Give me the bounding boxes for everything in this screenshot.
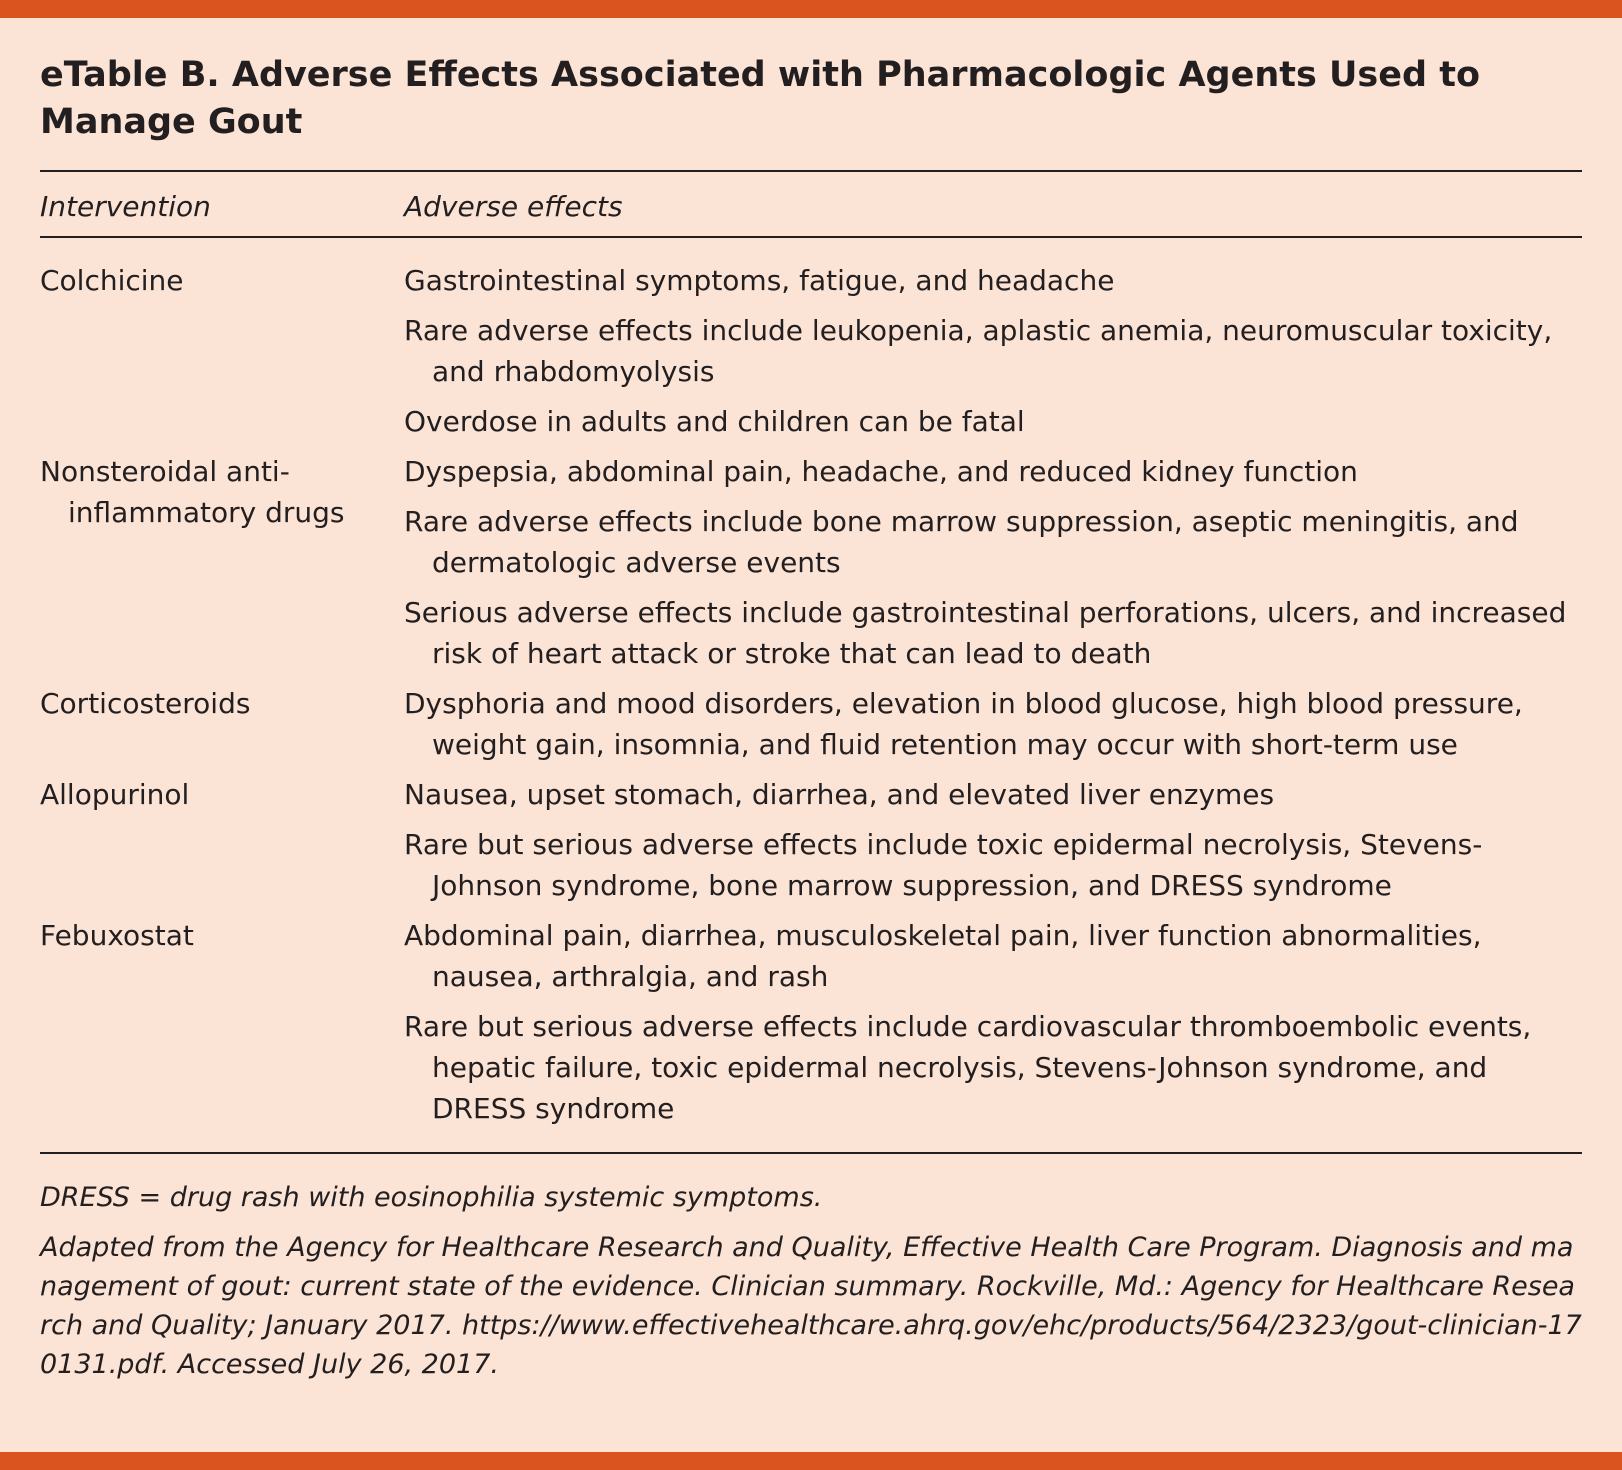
effects-cell [404, 683, 1582, 774]
table-row [40, 683, 1582, 774]
bottom-accent-bar [0, 1452, 1622, 1470]
table-title: eTable B. Adverse Effects Associated with Pharmacologic Agents Used to Manage Gout [40, 55, 1480, 142]
top-accent-bar [0, 0, 1622, 18]
table-footnotes [40, 1154, 1582, 1384]
intervention-cell: Nonsteroidal anti-inflammatory drugs [40, 455, 345, 529]
effect-item: Gastrointestinal symptoms, fatigue, and headache [404, 264, 1115, 297]
table-row [40, 451, 1582, 683]
effects-cell [404, 260, 1582, 451]
effects-cell [404, 915, 1582, 1138]
effect-item: Rare adverse effects include leukopenia, aplastic anemia, neuromuscular toxicity, and rhabdomyolysis [404, 314, 1553, 388]
etable [40, 52, 1582, 1395]
intervention-cell: Colchicine [40, 264, 184, 297]
table-row [40, 260, 1582, 451]
effect-item: Nausea, upset stomach, diarrhea, and elevated liver enzymes [404, 778, 1275, 811]
effects-cell [404, 451, 1582, 683]
intervention-cell: Allopurinol [40, 778, 190, 811]
source-note: Adapted from the Agency for Healthcare Research and Quality, Effective Health Care Program. Diagnosis and management of gout: current state of the evidence. Clinician summary. Rockville, Md.: Agency for Healthcare Research and Quality; January 2017. https://www.effectivehealthcare.ahrq.gov/ehc/products/564/2323/gout-clinician-170131.pdf. Accessed July 26, 2017. [40, 1232, 1582, 1380]
abbreviation-note: DRESS = drug rash with eosinophilia systemic symptoms. [40, 1182, 823, 1213]
effect-item: Rare adverse effects include bone marrow suppression, aseptic meningitis, and dermatologic adverse events [404, 505, 1519, 579]
effect-item: Dyspepsia, abdominal pain, headache, and reduced kidney function [404, 455, 1358, 488]
column-header-intervention: Intervention [40, 190, 211, 223]
effects-cell [404, 774, 1582, 915]
intervention-cell: Febuxostat [40, 919, 194, 952]
column-header-adverse-effects: Adverse effects [404, 190, 623, 223]
intervention-cell: Corticosteroids [40, 687, 251, 720]
table-body [40, 238, 1582, 1152]
effect-item: Dysphoria and mood disorders, elevation in blood glucose, high blood pressure, weight gain, insomnia, and fluid retention may occur with short-term use [404, 687, 1523, 761]
table-row [40, 915, 1582, 1138]
table-header [40, 172, 1582, 236]
effect-item: Rare but serious adverse effects include cardiovascular thromboembolic events, hepatic failure, toxic epidermal necrolysis, Stevens-Johnson syndrome, and DRESS syndrome [404, 1010, 1532, 1125]
effect-item: Rare but serious adverse effects include toxic epidermal necrolysis, Stevens-Johnson syndrome, bone marrow suppression, and DRESS syndrome [404, 828, 1483, 902]
table-row [40, 774, 1582, 915]
effect-item: Overdose in adults and children can be fatal [404, 405, 1025, 438]
effect-item: Abdominal pain, diarrhea, musculoskeletal pain, liver function abnormalities, nausea, arthralgia, and rash [404, 919, 1482, 993]
effect-item: Serious adverse effects include gastrointestinal perforations, ulcers, and increased risk of heart attack or stroke that can lead to death [404, 596, 1567, 670]
